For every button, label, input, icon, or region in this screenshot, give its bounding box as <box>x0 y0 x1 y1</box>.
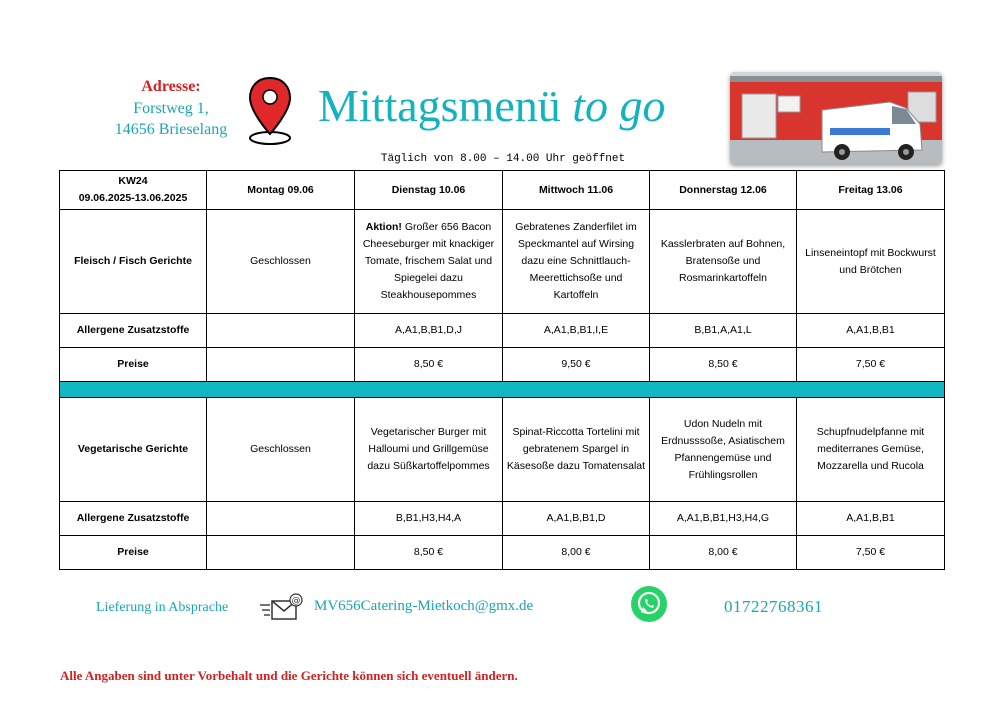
email-icon <box>258 591 304 623</box>
title-accent: to go <box>572 80 666 131</box>
phone-number[interactable]: 01722768361 <box>724 597 823 616</box>
row-label: Vegetarische Gerichte <box>60 398 207 502</box>
row-label: Preise <box>60 348 207 382</box>
menu-table <box>59 170 945 570</box>
week-number: KW24 <box>118 175 148 187</box>
row-label: Fleisch / Fisch Gerichte <box>60 210 207 314</box>
row-label: Allergene Zusatzstoffe <box>60 314 207 348</box>
dish-cell: Geschlossen <box>207 398 355 502</box>
dish-cell: Vegetarischer Burger mit Halloumi und Grillgemüse dazu Süßkartoffelpommes <box>355 398 503 502</box>
delivery-note: Lieferung in Absprache <box>96 600 229 615</box>
allergen-cell: A,A1,B,B1,D <box>503 502 650 536</box>
opening-hours: Täglich von 8.00 – 14.00 Uhr geöffnet <box>380 153 626 165</box>
row-label: Allergene Zusatzstoffe <box>60 502 207 536</box>
veg-price-row <box>60 536 945 570</box>
address-city: 14656 Brieselang <box>114 121 228 138</box>
section-divider <box>60 382 945 398</box>
whatsapp-icon <box>630 585 668 623</box>
allergen-cell <box>207 502 355 536</box>
allergen-cell: A,A1,B,B1,I,E <box>503 314 650 348</box>
title-main: Mittagsmenü <box>318 80 561 131</box>
price-cell: 8,50 € <box>355 348 503 382</box>
price-cell: 8,50 € <box>650 348 797 382</box>
dish-cell: Gebratenes Zanderfilet im Speckmantel auf Wirsing dazu eine Schnittlauch-Meerettichsoße und Kartoffeln <box>503 210 650 314</box>
store-van-photo <box>730 72 942 164</box>
dish-cell: Udon Nudeln mit Erdnusssoße, Asiatischem Pfannengemüse und Frühlingsrollen <box>650 398 797 502</box>
allergen-cell: A,A1,B,B1 <box>797 502 945 536</box>
allergen-cell: A,A1,B,B1 <box>797 314 945 348</box>
veg-dishes-row <box>60 398 945 502</box>
dish-cell: Geschlossen <box>207 210 355 314</box>
dish-cell: Linseneintopf mit Bockwurst und Brötchen <box>797 210 945 314</box>
dish-cell: Spinat-Riccotta Tortelini mit gebratenem Spargel in Käsesoße dazu Tomatensalat <box>503 398 650 502</box>
contact-row <box>0 585 1006 629</box>
allergen-cell: A,A1,B,B1,H3,H4,G <box>650 502 797 536</box>
address-street: Forstweg 1, <box>133 100 209 117</box>
price-cell: 8,00 € <box>650 536 797 570</box>
day-header: Mittwoch 11.06 <box>503 171 650 210</box>
day-header: Freitag 13.06 <box>797 171 945 210</box>
day-header: Donnerstag 12.06 <box>650 171 797 210</box>
day-header: Montag 09.06 <box>207 171 355 210</box>
meat-price-row <box>60 348 945 382</box>
meat-dishes-row <box>60 210 945 314</box>
price-cell <box>207 536 355 570</box>
meat-allergen-row <box>60 314 945 348</box>
allergen-cell: B,B1,A,A1,L <box>650 314 797 348</box>
allergen-cell <box>207 314 355 348</box>
map-pin-icon <box>244 74 296 148</box>
divider-bar <box>60 382 945 398</box>
price-cell: 8,50 € <box>355 536 503 570</box>
aktion-label: Aktion! <box>365 221 402 233</box>
veg-allergen-row <box>60 502 945 536</box>
dish-cell: Kasslerbraten auf Bohnen, Bratensoße und Rosmarinkartoffeln <box>650 210 797 314</box>
price-cell: 7,50 € <box>797 348 945 382</box>
disclaimer: Alle Angaben sind unter Vorbehalt und die Gerichte können sich eventuell ändern. <box>60 668 518 683</box>
svg-text:@: @ <box>291 596 301 606</box>
price-cell: 9,50 € <box>503 348 650 382</box>
week-range: 09.06.2025-13.06.2025 <box>78 192 188 204</box>
address-block <box>106 76 236 140</box>
price-cell: 8,00 € <box>503 536 650 570</box>
dish-text: Großer 656 Bacon Cheeseburger mit knackiger Tomate, frischem Salat und Spiegelei dazu Steakhousepommes <box>362 221 495 301</box>
day-header: Dienstag 10.06 <box>355 171 503 210</box>
row-label: Preise <box>60 536 207 570</box>
email-address[interactable]: MV656Catering-Mietkoch@gmx.de <box>314 598 534 614</box>
address-label: Adresse: <box>141 78 201 95</box>
dish-cell <box>355 210 503 314</box>
week-cell <box>60 171 207 210</box>
page-title <box>318 78 666 134</box>
header-row <box>60 171 945 210</box>
dish-cell: Schupfnudelpfanne mit mediterranes Gemüse, Mozzarella und Rucola <box>797 398 945 502</box>
allergen-cell: B,B1,H3,H4,A <box>355 502 503 536</box>
price-cell: 7,50 € <box>797 536 945 570</box>
allergen-cell: A,A1,B,B1,D,J <box>355 314 503 348</box>
price-cell <box>207 348 355 382</box>
